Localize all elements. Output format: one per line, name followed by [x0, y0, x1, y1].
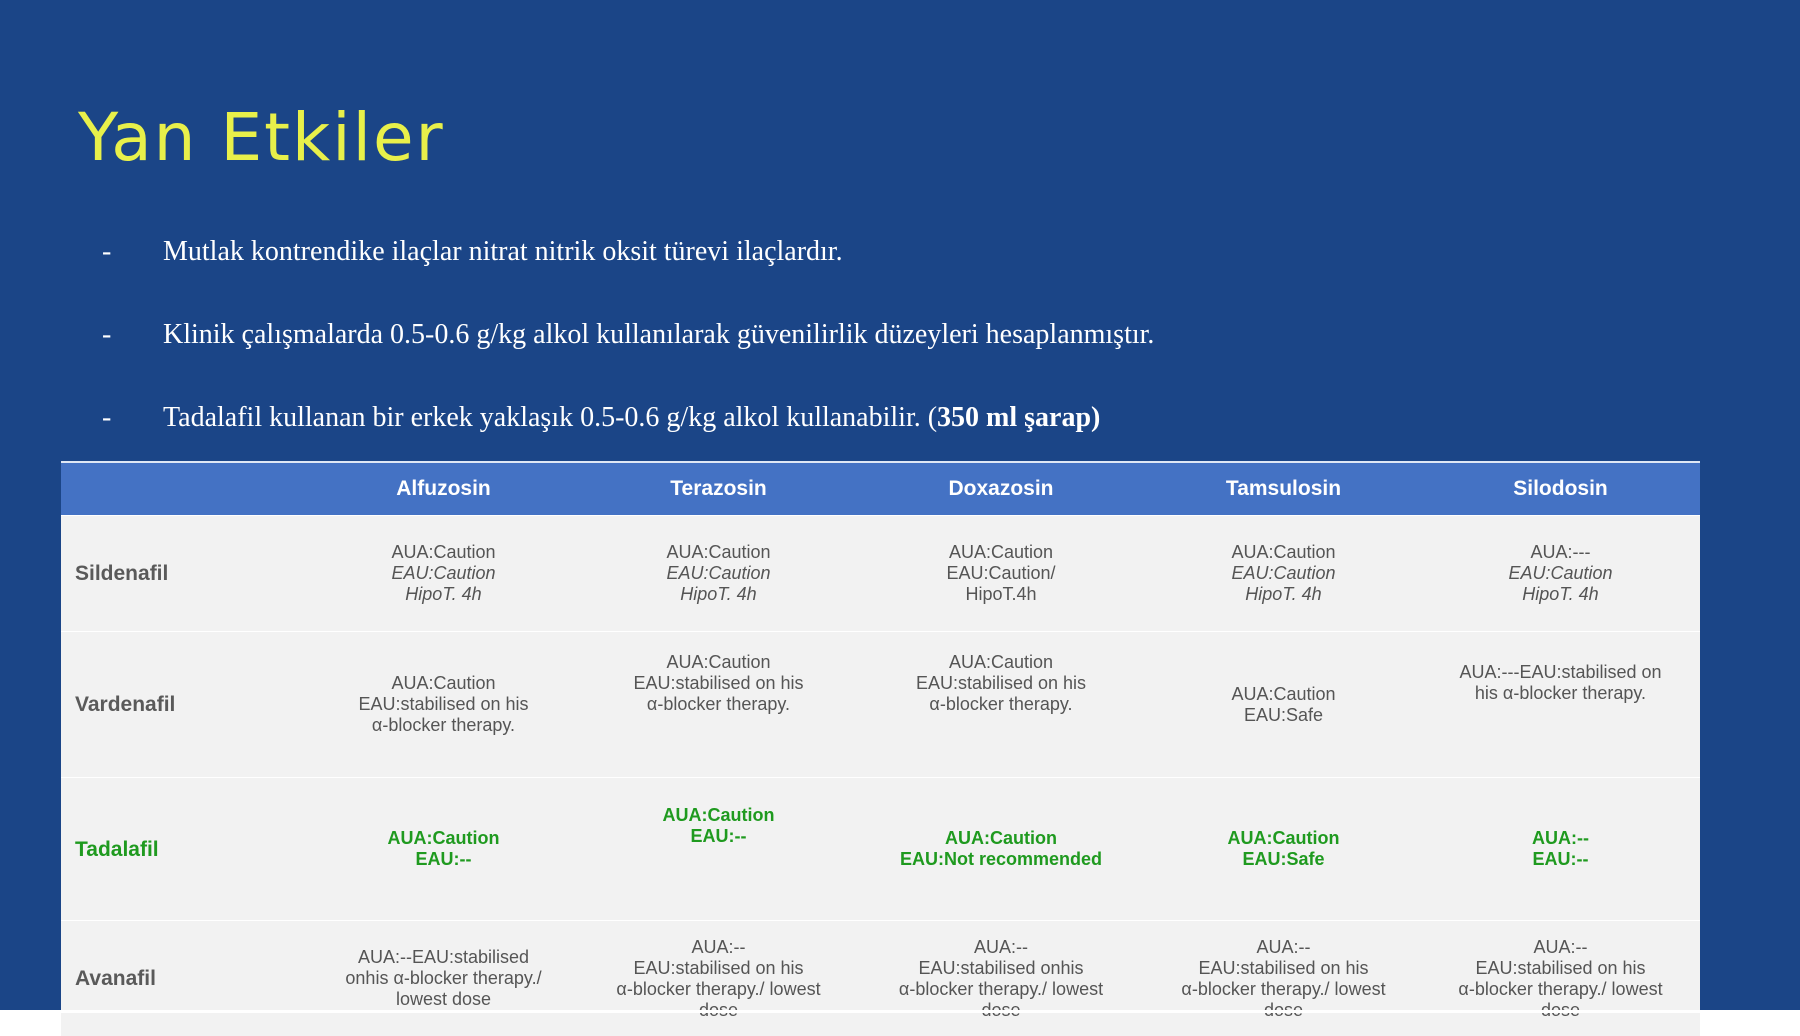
row-header: Vardenafil: [61, 632, 306, 778]
cell-line: AUA:Caution: [312, 542, 575, 563]
table-cell: [1421, 778, 1700, 921]
column-header: Tamsulosin: [1146, 462, 1421, 516]
table-row: [61, 921, 1700, 1036]
cell-line: AUA:Caution: [862, 652, 1140, 673]
cell-line: AUA:Caution: [862, 828, 1140, 849]
column-header: [61, 462, 306, 516]
table-cell: [856, 632, 1146, 778]
cell-line: EAU:stabilised on his: [1427, 958, 1694, 979]
cell-line: EAU:--: [1427, 849, 1694, 870]
cell-line: EAU:--: [312, 849, 575, 870]
table-row: [61, 632, 1700, 778]
column-header: Silodosin: [1421, 462, 1700, 516]
cell-line: α-blocker therapy.: [312, 715, 575, 736]
table-cell: [1146, 632, 1421, 778]
table-cell: [1146, 778, 1421, 921]
interaction-table: [61, 461, 1700, 1036]
cell-line: HipoT. 4h: [1427, 584, 1694, 605]
cell-line: AUA:Caution: [862, 542, 1140, 563]
cell-line: AUA:Caution: [587, 652, 850, 673]
cell-line: EAU:stabilised on his: [1152, 958, 1415, 979]
bullet-marker: -: [102, 236, 111, 268]
cell-line: AUA:Caution: [1152, 828, 1415, 849]
cell-line: AUA:---EAU:stabilised on: [1427, 662, 1694, 683]
cell-line: EAU:Not recommended: [862, 849, 1140, 870]
slide-title: Yan Etkiler: [78, 105, 445, 171]
cell-line: AUA:--EAU:stabilised: [312, 947, 575, 968]
table-cell: [1421, 632, 1700, 778]
table-row: [61, 516, 1700, 632]
table-cell: [1421, 921, 1700, 1036]
cell-line: EAU:Safe: [1152, 705, 1415, 726]
cell-line: α-blocker therapy./ lowest: [1152, 979, 1415, 1000]
table-cell: [306, 632, 581, 778]
table-row-highlighted: [61, 778, 1700, 921]
cell-line: α-blocker therapy./ lowest: [587, 979, 850, 1000]
cell-line: EAU:Safe: [1152, 849, 1415, 870]
cell-line: HipoT.4h: [862, 584, 1140, 605]
cell-line: EAU:stabilised on his: [587, 673, 850, 694]
cell-line: α-blocker therapy.: [587, 694, 850, 715]
table-cell: [581, 516, 856, 632]
cell-line: HipoT. 4h: [1152, 584, 1415, 605]
row-header: Tadalafil: [61, 778, 306, 921]
cell-line: EAU:Caution: [312, 563, 575, 584]
bullet-marker: -: [102, 319, 111, 351]
table-cell: [1421, 516, 1700, 632]
cell-line: lowest dose: [312, 989, 575, 1010]
table-cell: [856, 778, 1146, 921]
table-cell: [856, 516, 1146, 632]
cell-line: HipoT. 4h: [312, 584, 575, 605]
cell-line: EAU:stabilised on his: [587, 958, 850, 979]
cell-line: AUA:---: [1427, 542, 1694, 563]
cell-line: EAU:stabilised on his: [862, 673, 1140, 694]
cell-line: AUA:--: [862, 937, 1140, 958]
cell-line: EAU:Caution: [587, 563, 850, 584]
cell-line: AUA:Caution: [312, 828, 575, 849]
cell-line: α-blocker therapy.: [862, 694, 1140, 715]
column-header: Terazosin: [581, 462, 856, 516]
table-header-row: [61, 462, 1700, 516]
cell-line: α-blocker therapy./ lowest: [1427, 979, 1694, 1000]
cell-line: AUA:--: [1427, 937, 1694, 958]
cell-line: EAU:Caution/: [862, 563, 1140, 584]
row-header: Sildenafil: [61, 516, 306, 632]
cell-line: EAU:stabilised on his: [312, 694, 575, 715]
cell-line: EAU:--: [587, 826, 850, 847]
cell-line: AUA:Caution: [587, 805, 850, 826]
cell-line: onhis α-blocker therapy./: [312, 968, 575, 989]
bullet-text: Klinik çalışmalarda 0.5-0.6 g/kg alkol kullanılarak güvenilirlik düzeyleri hesaplanmıştır.: [163, 319, 1154, 351]
table-cell: [306, 516, 581, 632]
cell-line: AUA:--: [1427, 828, 1694, 849]
bullet-text: Tadalafil kullanan bir erkek yaklaşık 0.5-0.6 g/kg alkol kullanabilir. (: [163, 402, 937, 433]
cell-line: HipoT. 4h: [587, 584, 850, 605]
table-cell: [306, 778, 581, 921]
bullet-text: Mutlak kontrendike ilaçlar nitrat nitrik oksit türevi ilaçlardır.: [163, 236, 843, 268]
table-cell: [581, 632, 856, 778]
row-header: Avanafil: [61, 921, 306, 1036]
table-cell: [581, 921, 856, 1036]
table-cell: [306, 921, 581, 1036]
cell-line: AUA:Caution: [1152, 542, 1415, 563]
table-cell: [1146, 921, 1421, 1036]
cell-line: his α-blocker therapy.: [1427, 683, 1694, 704]
bullet-bold-text: 350 ml şarap): [937, 402, 1100, 433]
cell-line: AUA:Caution: [312, 673, 575, 694]
table-cell: [1146, 516, 1421, 632]
bullet-text-with-bold: [163, 402, 1100, 434]
cell-line: EAU:stabilised onhis: [862, 958, 1140, 979]
cell-line: EAU:Caution: [1152, 563, 1415, 584]
cell-line: AUA:--: [1152, 937, 1415, 958]
cell-line: AUA:Caution: [1152, 684, 1415, 705]
cell-line: AUA:--: [587, 937, 850, 958]
bullet-marker: -: [102, 402, 111, 434]
column-header: Doxazosin: [856, 462, 1146, 516]
table-cell: [581, 778, 856, 921]
column-header: Alfuzosin: [306, 462, 581, 516]
cell-line: AUA:Caution: [587, 542, 850, 563]
cell-line: EAU:Caution: [1427, 563, 1694, 584]
table-cell: [856, 921, 1146, 1036]
cell-line: α-blocker therapy./ lowest: [862, 979, 1140, 1000]
